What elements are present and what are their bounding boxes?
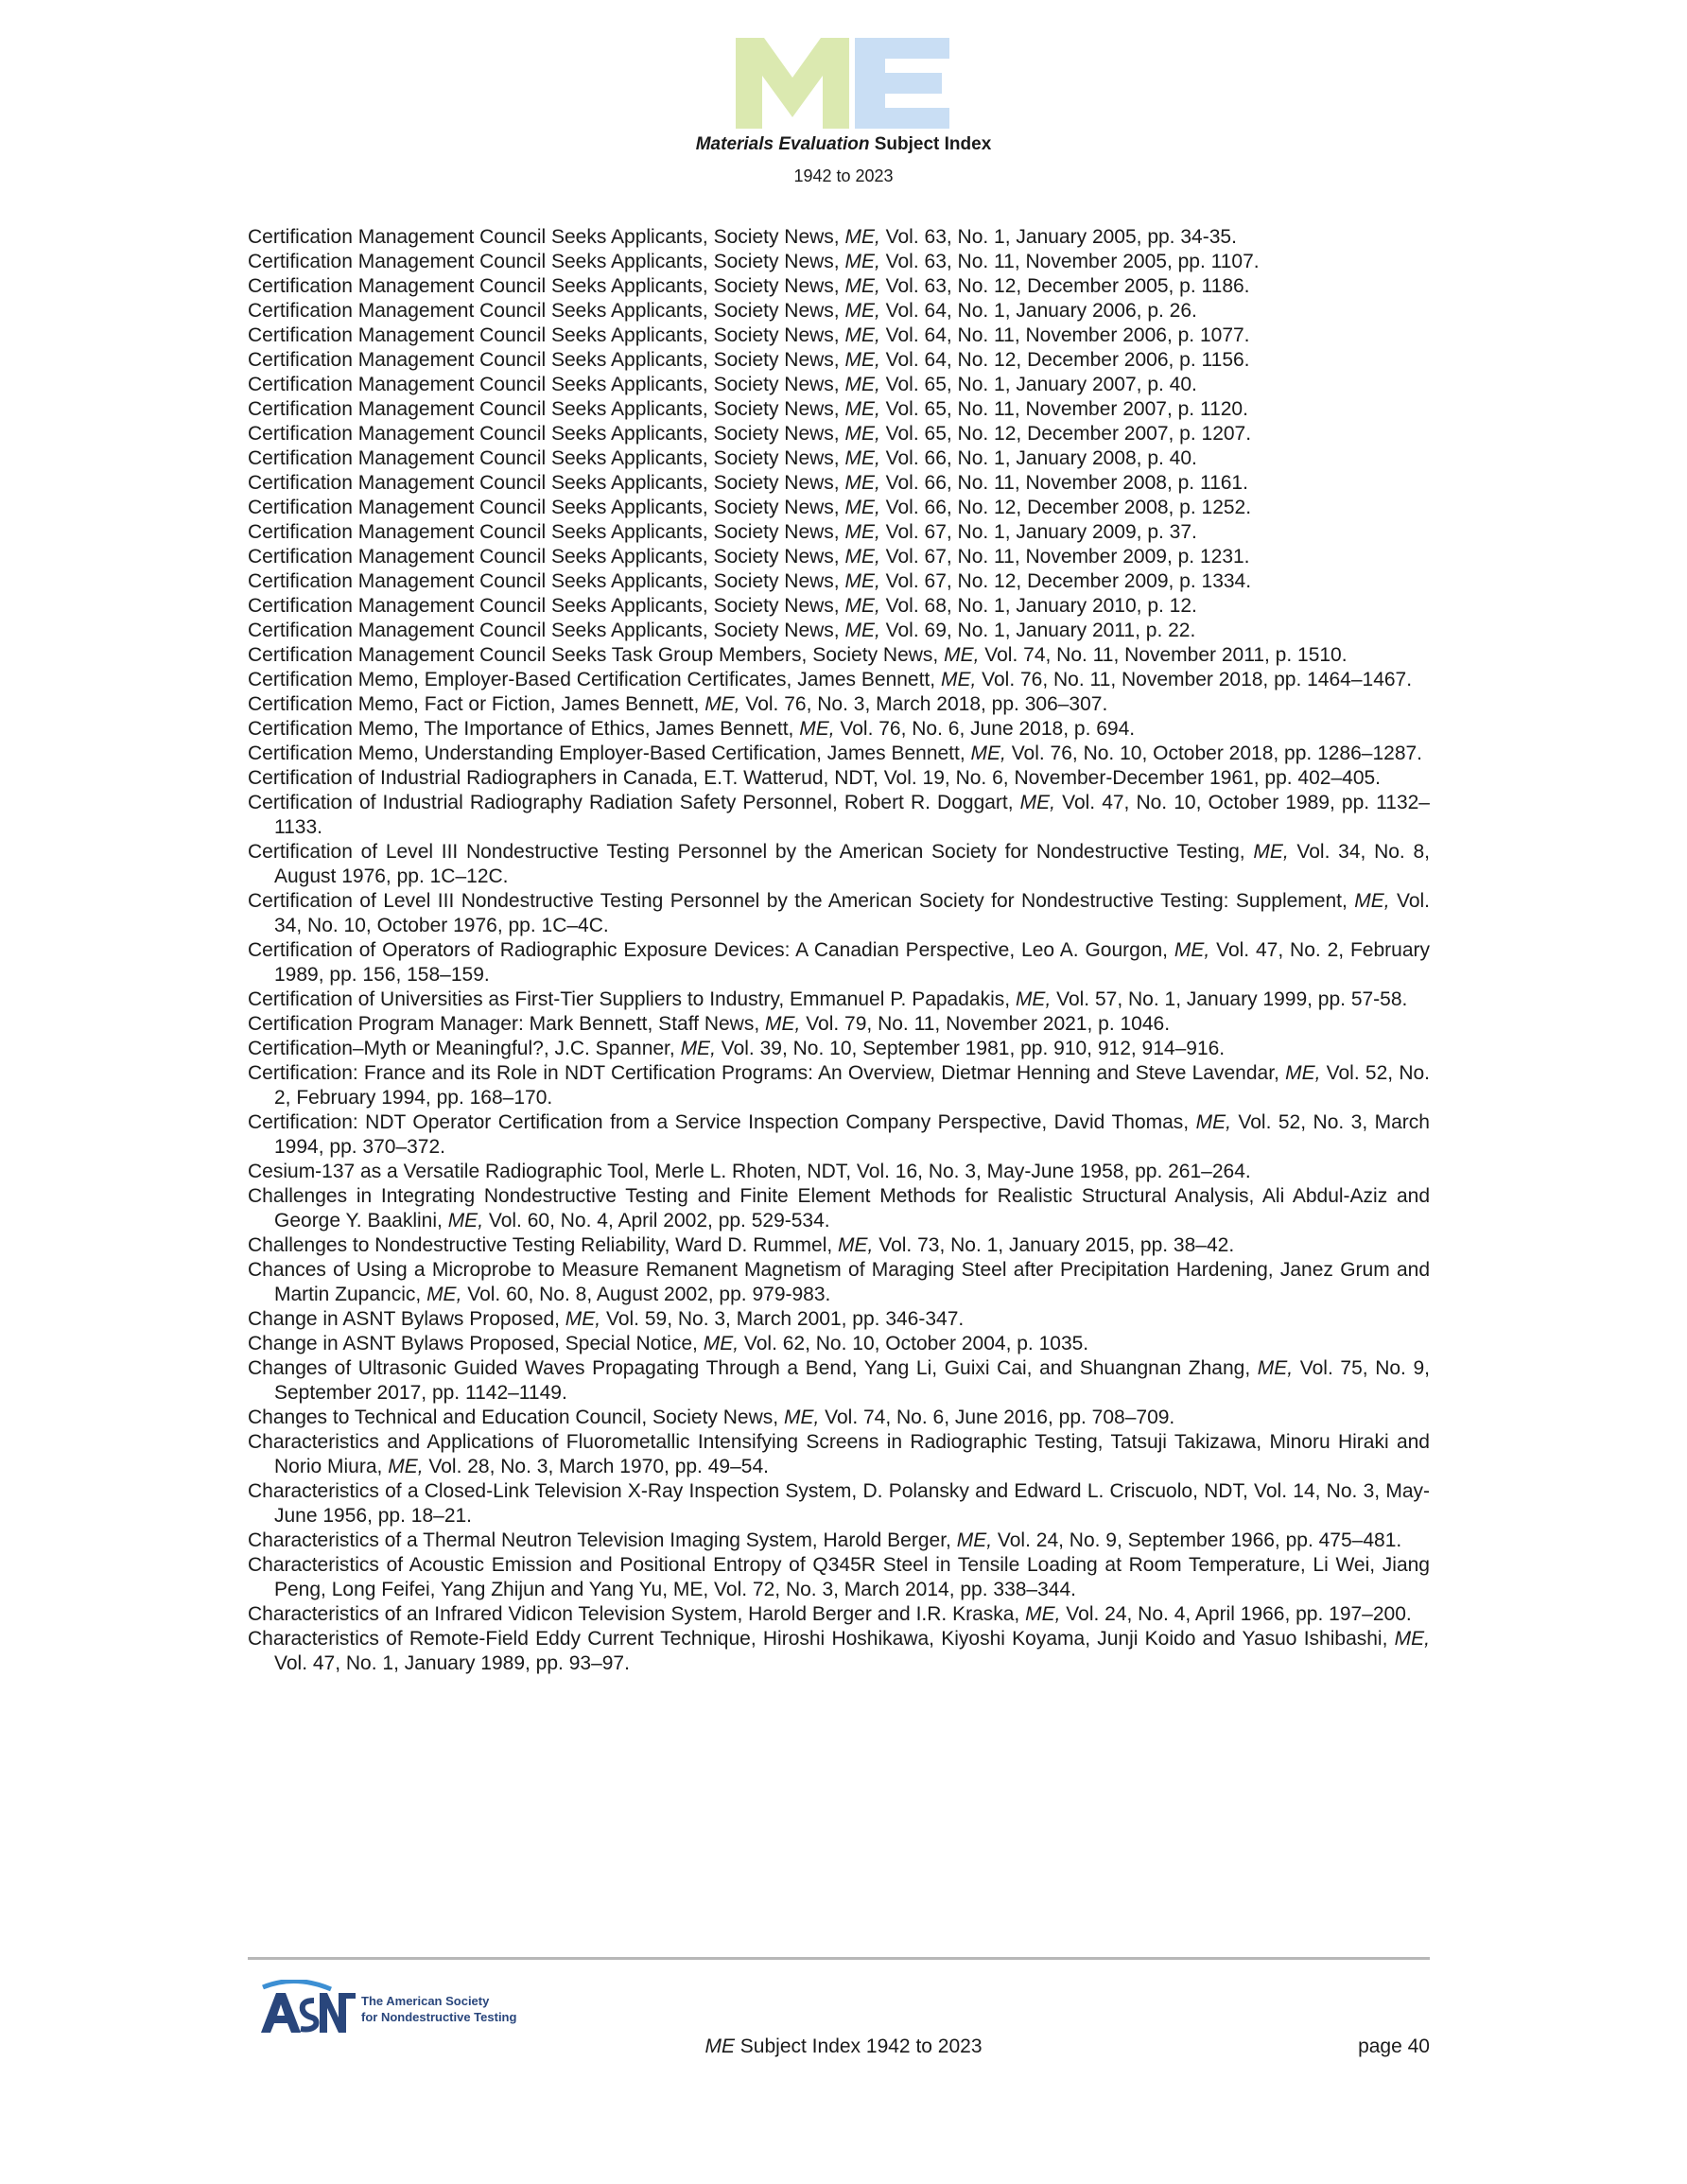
entry-text: Certification of Level III Nondestructive Testing Personnel by the American Society for Nondestructive Testing: Supplement, — [248, 890, 1355, 912]
index-entry — [248, 1307, 1430, 1332]
me-logo — [736, 38, 949, 129]
entry-text: Certification Memo, The Importance of Ethics, James Bennett, — [248, 718, 800, 740]
index-entry — [248, 889, 1430, 938]
entry-citation: Vol. 34, No. 10, October 1976, pp. 1C–4C. — [274, 890, 1430, 936]
entry-journal: ME, — [765, 1013, 801, 1035]
footer-title — [0, 2035, 1687, 2058]
index-entry — [248, 373, 1430, 397]
entry-journal: ME, — [680, 1038, 716, 1059]
entry-journal: ME, — [844, 275, 880, 297]
entry-text: Changes to Technical and Education Council, Society News, — [248, 1406, 784, 1428]
date-range: 1942 to 2023 — [793, 166, 894, 185]
index-entry — [248, 643, 1430, 668]
entry-text: Characteristics of a Closed-Link Television X-Ray Inspection System, D. Polansky and Edward L. Criscuolo, NDT, Vol. 14, No. 3, May-June 1956, pp. 18–21. — [248, 1480, 1430, 1527]
index-entry — [248, 1529, 1430, 1553]
entry-journal: ME, — [844, 423, 880, 445]
entry-text: Certification–Myth or Meaningful?, J.C. Spanner, — [248, 1038, 681, 1059]
entry-citation: Vol. 60, No. 4, April 2002, pp. 529-534. — [483, 1210, 830, 1232]
index-entry — [248, 1406, 1430, 1430]
entry-citation: Vol. 68, No. 1, January 2010, p. 12. — [879, 595, 1197, 617]
asnt-logo-mark — [257, 1980, 356, 2042]
index-entry — [248, 1356, 1430, 1406]
entry-text: Change in ASNT Bylaws Proposed, Special Notice, — [248, 1333, 704, 1354]
entry-journal: ME, — [838, 1234, 874, 1256]
entry-citation: Vol. 66, No. 1, January 2008, p. 40. — [879, 447, 1197, 469]
entry-journal: ME, — [844, 226, 880, 248]
index-entry — [248, 348, 1430, 373]
index-entry — [248, 1602, 1430, 1627]
index-entry — [248, 250, 1430, 274]
title-italic: Materials Evaluation — [695, 134, 870, 154]
entry-citation: Vol. 65, No. 11, November 2007, p. 1120. — [879, 398, 1248, 420]
index-entry — [248, 1037, 1430, 1061]
entry-text: Certification Management Council Seeks Applicants, Society News, — [248, 472, 845, 494]
entry-text: Certification Management Council Seeks Applicants, Society News, — [248, 497, 845, 518]
entry-text: Certification Memo, Understanding Employer-Based Certification, James Bennett, — [248, 743, 971, 764]
entry-journal: ME, — [1354, 890, 1390, 912]
entry-citation: Vol. 76, No. 10, October 2018, pp. 1286–1287. — [1005, 743, 1423, 764]
index-entry — [248, 1160, 1430, 1184]
index-entry — [248, 1627, 1430, 1676]
entry-text: Certification Management Council Seeks Applicants, Society News, — [248, 447, 845, 469]
entry-citation: Vol. 24, No. 9, September 1966, pp. 475–481. — [992, 1529, 1402, 1551]
entry-citation: Vol. 62, No. 10, October 2004, p. 1035. — [739, 1333, 1089, 1354]
index-entry — [248, 397, 1430, 422]
entry-journal: ME, — [1015, 988, 1052, 1010]
entry-text: Characteristics of a Thermal Neutron Television Imaging System, Harold Berger, — [248, 1529, 957, 1551]
entry-text: Certification Program Manager: Mark Bennett, Staff News, — [248, 1013, 766, 1035]
index-entry — [248, 274, 1430, 299]
entry-text: Challenges to Nondestructive Testing Reliability, Ward D. Rummel, — [248, 1234, 839, 1256]
asnt-logo — [257, 1980, 522, 2042]
entry-citation: Vol. 47, No. 1, January 1989, pp. 93–97. — [274, 1652, 630, 1674]
entry-journal: ME, — [844, 398, 880, 420]
entry-text: Challenges in Integrating Nondestructive Testing and Finite Element Methods for Realistic Structural Analysis, Ali Abdul-Aziz and George Y. Baaklini, — [248, 1185, 1430, 1232]
entry-text: Certification Management Council Seeks Applicants, Society News, — [248, 398, 845, 420]
entry-journal: ME, — [388, 1456, 424, 1477]
entry-journal: ME, — [1394, 1628, 1430, 1650]
index-entry — [248, 225, 1430, 250]
index-entry — [248, 520, 1430, 545]
entry-text: Certification Management Council Seeks Applicants, Society News, — [248, 349, 845, 371]
entry-citation: Vol. 34, No. 8, August 1976, pp. 1C–12C. — [274, 841, 1430, 887]
entry-journal: ME, — [970, 743, 1006, 764]
index-entry — [248, 299, 1430, 323]
index-entry — [248, 938, 1430, 987]
entry-citation: Vol. 74, No. 11, November 2011, p. 1510. — [979, 644, 1348, 666]
entry-citation: Vol. 75, No. 9, September 2017, pp. 1142–1149. — [274, 1357, 1430, 1404]
entry-citation: Vol. 65, No. 1, January 2007, p. 40. — [879, 374, 1197, 395]
entry-citation: Vol. 47, No. 10, October 1989, pp. 1132–1133. — [274, 792, 1430, 838]
entry-journal: ME, — [844, 349, 880, 371]
entry-citation: Vol. 76, No. 3, March 2018, pp. 306–307. — [739, 693, 1108, 715]
entry-journal: ME, — [426, 1284, 462, 1305]
entry-journal: ME, — [844, 570, 880, 592]
entry-text: Certification Management Council Seeks Applicants, Society News, — [248, 374, 845, 395]
entry-text: Certification Management Council Seeks Applicants, Society News, — [248, 423, 845, 445]
entry-citation: Vol. 63, No. 1, January 2005, pp. 34-35. — [879, 226, 1237, 248]
entry-journal: ME, — [844, 521, 880, 543]
index-entry — [248, 446, 1430, 471]
entry-text: Certification: France and its Role in NDT Certification Programs: An Overview, Dietmar Henning and Steve Lavendar, — [248, 1062, 1286, 1084]
entry-journal: ME, — [944, 644, 980, 666]
entry-citation: Vol. 64, No. 12, December 2006, p. 1156. — [879, 349, 1250, 371]
asnt-line-2: for Nondestructive Testing — [361, 2010, 517, 2024]
footer-rest: Subject Index 1942 to 2023 — [734, 2035, 983, 2057]
entry-text: Certification Management Council Seeks Applicants, Society News, — [248, 251, 845, 272]
entry-text: Certification of Industrial Radiographers in Canada, E.T. Watterud, NDT, Vol. 19, No. 6, November-December 1961, pp. 402–405. — [248, 767, 1382, 789]
entry-journal: ME, — [844, 251, 880, 272]
entry-citation: Vol. 66, No. 11, November 2008, p. 1161. — [879, 472, 1248, 494]
entry-citation: Vol. 28, No. 3, March 1970, pp. 49–54. — [423, 1456, 769, 1477]
entry-citation: Vol. 24, No. 4, April 1966, pp. 197–200. — [1060, 1603, 1412, 1625]
entry-journal: ME, — [844, 324, 880, 346]
entry-text: Changes of Ultrasonic Guided Waves Propagating Through a Bend, Yang Li, Guixi Cai, and Shuangnan Zhang, — [248, 1357, 1258, 1379]
entry-text: Certification of Operators of Radiographic Exposure Devices: A Canadian Perspective, Leo A. Gourgon, — [248, 939, 1174, 961]
entry-citation: Vol. 52, No. 3, March 1994, pp. 370–372. — [274, 1111, 1430, 1158]
index-entry — [248, 569, 1430, 594]
entry-citation: Vol. 52, No. 2, February 1994, pp. 168–170. — [274, 1062, 1430, 1109]
entry-journal: ME, — [956, 1529, 993, 1551]
entry-journal: ME, — [1174, 939, 1210, 961]
index-entry — [248, 1258, 1430, 1307]
index-entry — [248, 791, 1430, 840]
entry-citation: Vol. 60, No. 8, August 2002, pp. 979-983. — [461, 1284, 831, 1305]
page-title — [0, 134, 1687, 155]
index-entry — [248, 1233, 1430, 1258]
index-entry — [248, 1012, 1430, 1037]
index-entry — [248, 1479, 1430, 1529]
entry-journal: ME, — [704, 693, 740, 715]
entry-text: Characteristics of Acoustic Emission and Positional Entropy of Q345R Steel in Tensile Loading at Room Temperature, Li Wei, Jiang Peng, Long Feifei, Yang Zhijun and Yang Yu, ME, Vol. 72, No. 3, March 2014, pp. 338–344. — [248, 1554, 1430, 1600]
asnt-line-1: The American Society — [361, 1994, 490, 2008]
entry-citation: Vol. 67, No. 1, January 2009, p. 37. — [879, 521, 1197, 543]
entry-journal: ME, — [844, 447, 880, 469]
entry-text: Certification of Industrial Radiography Radiation Safety Personnel, Robert R. Doggart, — [248, 792, 1020, 813]
entry-text: Certification Management Council Seeks Applicants, Society News, — [248, 521, 845, 543]
entry-text: Certification of Universities as First-Tier Suppliers to Industry, Emmanuel P. Papadakis, — [248, 988, 1016, 1010]
entry-citation: Vol. 39, No. 10, September 1981, pp. 910, 912, 914–916. — [715, 1038, 1226, 1059]
index-entry — [248, 1553, 1430, 1602]
index-entry — [248, 323, 1430, 348]
entry-text: Certification Management Council Seeks Task Group Members, Society News, — [248, 644, 945, 666]
entry-citation: Vol. 64, No. 11, November 2006, p. 1077. — [879, 324, 1250, 346]
index-entry — [248, 545, 1430, 569]
entry-journal: ME, — [565, 1308, 601, 1330]
entry-citation: Vol. 47, No. 2, February 1989, pp. 156, 158–159. — [274, 939, 1430, 986]
entry-text: Certification: NDT Operator Certification from a Service Inspection Company Perspective, David Thomas, — [248, 1111, 1196, 1133]
index-entry — [248, 840, 1430, 889]
entry-text: Certification of Level III Nondestructive Testing Personnel by the American Society for Nondestructive Testing, — [248, 841, 1254, 863]
entry-journal: ME, — [447, 1210, 484, 1232]
footer-rule — [248, 1957, 1430, 1960]
entry-journal: ME, — [783, 1406, 820, 1428]
entry-citation: Vol. 76, No. 6, June 2018, p. 694. — [834, 718, 1136, 740]
entry-text: Certification Management Council Seeks Applicants, Society News, — [248, 546, 845, 568]
entry-journal: ME, — [703, 1333, 739, 1354]
index-entry — [248, 692, 1430, 717]
index-entry — [248, 987, 1430, 1012]
index-entry — [248, 668, 1430, 692]
entry-text: Characteristics and Applications of Fluorometallic Intensifying Screens in Radiographic Testing, Tatsuji Takizawa, Minoru Hiraki and Norio Miura, — [248, 1431, 1430, 1477]
entry-text: Certification Management Council Seeks Applicants, Society News, — [248, 300, 845, 322]
entry-citation: Vol. 57, No. 1, January 1999, pp. 57-58. — [1051, 988, 1408, 1010]
entry-citation: Vol. 79, No. 11, November 2021, p. 1046. — [800, 1013, 1171, 1035]
entry-citation: Vol. 76, No. 11, November 2018, pp. 1464–1467. — [976, 669, 1413, 690]
entry-citation: Vol. 67, No. 12, December 2009, p. 1334. — [879, 570, 1252, 592]
entry-citation: Vol. 69, No. 1, January 2011, p. 22. — [879, 620, 1196, 641]
entry-citation: Vol. 67, No. 11, November 2009, p. 1231. — [879, 546, 1250, 568]
entry-citation: Vol. 66, No. 12, December 2008, p. 1252. — [879, 497, 1252, 518]
entry-citation: Vol. 59, No. 3, March 2001, pp. 346-347. — [600, 1308, 965, 1330]
index-entries — [248, 225, 1430, 1676]
entry-text: Change in ASNT Bylaws Proposed, — [248, 1308, 565, 1330]
index-entry — [248, 594, 1430, 619]
entry-text: Characteristics of an Infrared Vidicon Television System, Harold Berger and I.R. Kraska, — [248, 1603, 1026, 1625]
entry-journal: ME, — [844, 497, 880, 518]
entry-text: Cesium-137 as a Versatile Radiographic Tool, Merle L. Rhoten, NDT, Vol. 16, No. 3, May-June 1958, pp. 261–264. — [248, 1161, 1251, 1182]
entry-citation: Vol. 64, No. 1, January 2006, p. 26. — [879, 300, 1197, 322]
index-entry — [248, 742, 1430, 766]
asnt-name — [361, 1993, 516, 2025]
index-entry — [248, 1110, 1430, 1160]
entry-journal: ME, — [1285, 1062, 1321, 1084]
entry-text: Characteristics of Remote-Field Eddy Current Technique, Hiroshi Hoshikawa, Kiyoshi Koyama, Junji Koido and Yasuo Ishibashi, — [248, 1628, 1395, 1650]
page-number: page 40 — [1358, 2035, 1430, 2057]
index-entry — [248, 1332, 1430, 1356]
entry-citation: Vol. 63, No. 11, November 2005, pp. 1107. — [879, 251, 1260, 272]
entry-text: Chances of Using a Microprobe to Measure Remanent Magnetism of Maraging Steel after Precipitation Hardening, Janez Grum and Martin Zupancic, — [248, 1259, 1430, 1305]
entry-journal: ME, — [940, 669, 977, 690]
entry-text: Certification Management Council Seeks Applicants, Society News, — [248, 620, 845, 641]
index-entry — [248, 717, 1430, 742]
footer-italic: ME — [704, 2035, 735, 2057]
index-entry — [248, 619, 1430, 643]
entry-citation: Vol. 63, No. 12, December 2005, p. 1186. — [879, 275, 1250, 297]
index-entry — [248, 1430, 1430, 1479]
entry-text: Certification Management Council Seeks Applicants, Society News, — [248, 570, 845, 592]
entry-citation: Vol. 73, No. 1, January 2015, pp. 38–42. — [873, 1234, 1235, 1256]
entry-text: Certification Management Council Seeks Applicants, Society News, — [248, 226, 845, 248]
index-entry — [248, 422, 1430, 446]
entry-journal: ME, — [844, 472, 880, 494]
entry-text: Certification Memo, Fact or Fiction, James Bennett, — [248, 693, 705, 715]
entry-journal: ME, — [1019, 792, 1056, 813]
index-entry — [248, 496, 1430, 520]
entry-journal: ME, — [1257, 1357, 1294, 1379]
entry-journal: ME, — [1195, 1111, 1231, 1133]
entry-text: Certification Management Council Seeks Applicants, Society News, — [248, 275, 845, 297]
index-entry — [248, 471, 1430, 496]
index-entry — [248, 766, 1430, 791]
entry-text: Certification Management Council Seeks Applicants, Society News, — [248, 595, 845, 617]
entry-journal: ME, — [844, 620, 880, 641]
title-rest: Subject Index — [869, 134, 992, 154]
entry-text: Certification Memo, Employer-Based Certification Certificates, James Bennett, — [248, 669, 941, 690]
entry-citation: Vol. 74, No. 6, June 2016, pp. 708–709. — [819, 1406, 1175, 1428]
entry-journal: ME, — [799, 718, 835, 740]
entry-journal: ME, — [844, 595, 880, 617]
entry-journal: ME, — [1025, 1603, 1061, 1625]
index-entry — [248, 1061, 1430, 1110]
entry-text: Certification Management Council Seeks Applicants, Society News, — [248, 324, 845, 346]
index-entry — [248, 1184, 1430, 1233]
entry-citation: Vol. 65, No. 12, December 2007, p. 1207. — [879, 423, 1252, 445]
entry-journal: ME, — [844, 546, 880, 568]
entry-journal: ME, — [844, 374, 880, 395]
entry-journal: ME, — [844, 300, 880, 322]
entry-journal: ME, — [1253, 841, 1289, 863]
